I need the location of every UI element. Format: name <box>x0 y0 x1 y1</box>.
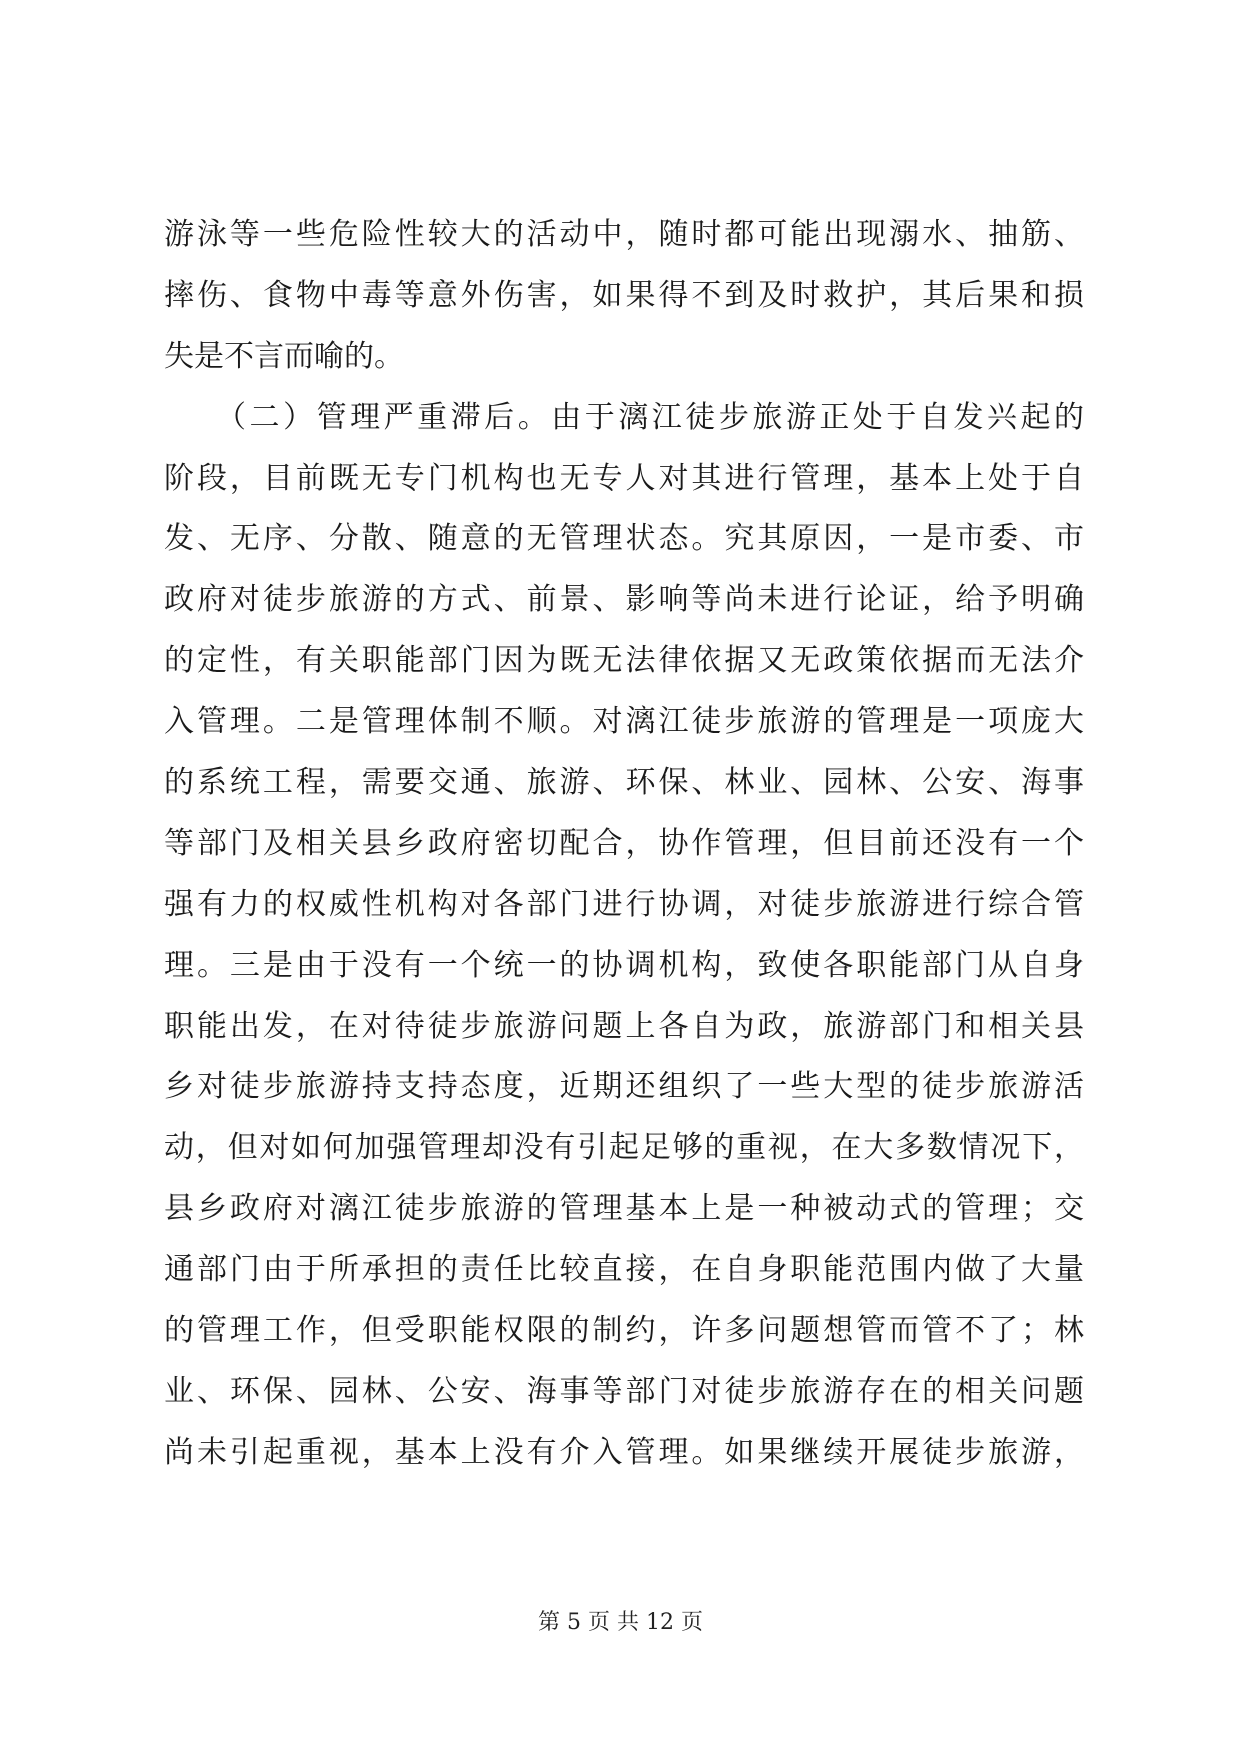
text-line: 乡对徒步旅游持支持态度，近期还组织了一些大型的徒步旅游活 <box>164 1069 1084 1105</box>
text-line: 摔伤、食物中毒等意外伤害，如果得不到及时救护，其后果和损 <box>164 277 1084 313</box>
text-line: 等部门及相关县乡政府密切配合，协作管理，但目前还没有一个 <box>164 825 1084 861</box>
text-line: 职能出发，在对待徒步旅游问题上各自为政，旅游部门和相关县 <box>164 1008 1084 1044</box>
text-line: 的定性，有关职能部门因为既无法律依据又无政策依据而无法介 <box>164 643 1084 679</box>
text-line: 业、环保、园林、公安、海事等部门对徒步旅游存在的相关问题 <box>164 1373 1084 1409</box>
text-line: 政府对徒步旅游的方式、前景、影响等尚未进行论证，给予明确 <box>164 582 1084 618</box>
page-number-footer: 第 5 页 共 12 页 <box>538 1610 703 1635</box>
text-line: （二）管理严重滞后。由于漓江徒步旅游正处于自发兴起的 <box>164 399 1084 435</box>
text-line: 入管理。二是管理体制不顺。对漓江徒步旅游的管理是一项庞大 <box>164 704 1084 740</box>
text-line: 强有力的权威性机构对各部门进行协调，对徒步旅游进行综合管 <box>164 886 1084 922</box>
text-line: 阶段，目前既无专门机构也无专人对其进行管理，基本上处于自 <box>164 460 1084 496</box>
text-line: 发、无序、分散、随意的无管理状态。究其原因，一是市委、市 <box>164 521 1084 557</box>
text-line: 县乡政府对漓江徒步旅游的管理基本上是一种被动式的管理；交 <box>164 1191 1084 1227</box>
text-line: 尚未引起重视，基本上没有介入管理。如果继续开展徒步旅游， <box>164 1434 1084 1470</box>
text-line: 通部门由于所承担的责任比较直接，在自身职能范围内做了大量 <box>164 1252 1084 1288</box>
body-text <box>164 205 1084 1484</box>
text-line: 游泳等一些危险性较大的活动中，随时都可能出现溺水、抽筋、 <box>164 217 1084 252</box>
text-line: 失是不言而喻的。 <box>164 338 404 374</box>
text-line: 动，但对如何加强管理却没有引起足够的重视，在大多数情况下， <box>164 1130 1084 1166</box>
text-line: 理。三是由于没有一个统一的协调机构，致使各职能部门从自身 <box>164 947 1084 983</box>
text-line: 的系统工程，需要交通、旅游、环保、林业、园林、公安、海事 <box>164 765 1084 801</box>
text-line: 的管理工作，但受职能权限的制约，许多问题想管而管不了；林 <box>164 1313 1084 1349</box>
